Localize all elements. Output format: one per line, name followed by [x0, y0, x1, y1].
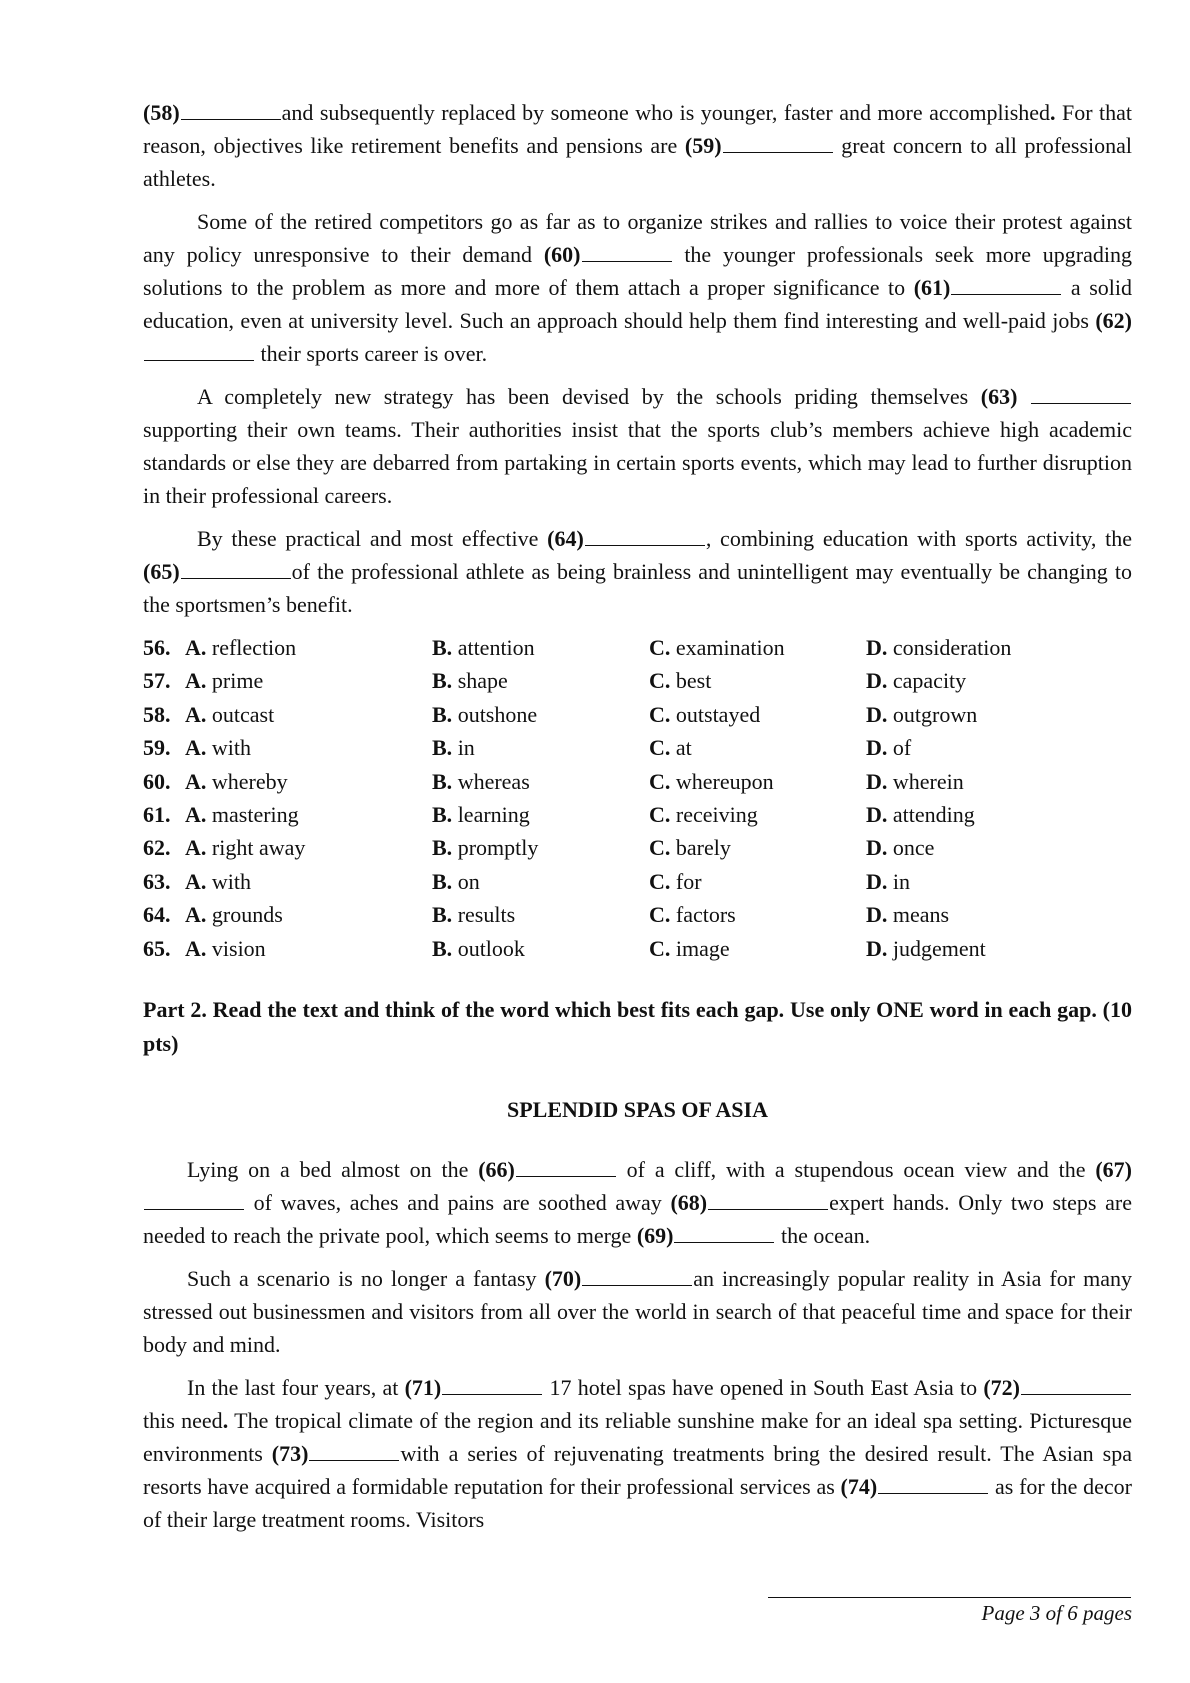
option-text: outgrown: [892, 701, 978, 727]
text: the ocean.: [775, 1223, 871, 1249]
option-a: [185, 865, 432, 898]
option-b: [432, 932, 649, 965]
question-number: 59.: [143, 735, 171, 761]
text: .: [1050, 100, 1056, 125]
question-number: 61.: [143, 802, 171, 828]
option-letter: C.: [649, 802, 671, 828]
gap-59: (59): [684, 133, 722, 158]
option-a: [185, 731, 432, 764]
option-d: [866, 898, 1106, 931]
question-number: 64.: [143, 902, 171, 928]
option-text: outshone: [457, 701, 538, 727]
option-letter: A.: [185, 668, 207, 694]
blank-72: [1021, 1393, 1131, 1395]
question-number: 57.: [143, 668, 171, 694]
option-text: judgement: [892, 935, 986, 961]
option-text: mastering: [211, 802, 299, 828]
option-text: whereby: [211, 768, 288, 794]
option-c: [649, 932, 866, 965]
paragraph-70: [143, 1262, 1132, 1361]
gap-73: (73): [271, 1441, 309, 1467]
blank-74: [878, 1492, 988, 1494]
question-number: 62.: [143, 835, 171, 861]
text: of waves, aches and pains are soothed away: [245, 1190, 671, 1216]
option-a: [185, 765, 432, 798]
option-text: with: [211, 868, 252, 894]
option-b: [432, 631, 649, 664]
blank-64: [585, 544, 705, 546]
text: Lying on a bed almost on the: [187, 1157, 479, 1183]
gap-71: (71): [404, 1375, 442, 1401]
text: .: [222, 1408, 229, 1434]
option-letter: B.: [432, 802, 453, 828]
gap-62: (62): [1095, 308, 1132, 333]
text: of the professional athlete as being brainless and unintelligent may eventually be changing to the sportsmen’s benefit.: [143, 559, 1132, 617]
option-c: [649, 898, 866, 931]
option-letter: C.: [649, 935, 671, 961]
option-letter: C.: [649, 735, 671, 761]
option-letter: D.: [866, 835, 888, 861]
option-a: [185, 831, 432, 864]
gap-74: (74): [840, 1474, 878, 1500]
option-letter: D.: [866, 802, 888, 828]
option-letter: B.: [432, 868, 453, 894]
option-c: [649, 698, 866, 731]
option-text: right away: [211, 835, 306, 861]
option-letter: C.: [649, 902, 671, 928]
text: great concern to all professional athletes.: [143, 133, 1132, 191]
text: an increasingly popular reality in Asia for many stressed out businessmen and visitors from all over the world in search of that peaceful time and space for their body and mind.: [143, 1266, 1132, 1358]
text: supporting their own teams. Their authorities insist that the sports club’s members achieve high academic standards or else they are debarred from partaking in certain sports events, which may lead to further disruption in their professional careers.: [143, 417, 1132, 508]
option-text: shape: [457, 668, 508, 694]
gap-63: (63): [980, 384, 1018, 409]
text: A completely new strategy has been devised by the schools priding themselves: [197, 384, 981, 409]
text: The tropical climate of the region and its reliable sunshine make for an ideal spa setting. Picturesque environments: [143, 1408, 1132, 1467]
blank-70: [582, 1284, 692, 1286]
options-table: [143, 631, 1106, 965]
text: this need: [143, 1408, 223, 1434]
option-b: [432, 865, 649, 898]
question-row: [143, 731, 1106, 764]
gap-65: (65): [143, 559, 180, 584]
option-a: [185, 664, 432, 697]
question-row: [143, 631, 1106, 664]
option-letter: B.: [432, 835, 453, 861]
option-text: grounds: [211, 902, 283, 928]
option-text: reflection: [211, 635, 297, 660]
option-letter: A.: [185, 835, 207, 861]
option-text: capacity: [892, 668, 967, 694]
text: 17 hotel spas have opened in South East Asia to: [543, 1375, 984, 1401]
question-row: [143, 798, 1106, 831]
option-d: [866, 664, 1106, 697]
option-text: factors: [675, 902, 736, 928]
gap-61: (61): [913, 275, 951, 300]
text: of a cliff, with a stupendous ocean view and the: [616, 1157, 1096, 1183]
gap-60: (60): [543, 242, 581, 267]
option-letter: C.: [649, 868, 671, 894]
option-letter: A.: [185, 735, 207, 761]
option-b: [432, 898, 649, 931]
gap-58: (58): [143, 100, 180, 125]
gap-70: (70): [544, 1266, 582, 1292]
option-letter: A.: [185, 935, 207, 961]
option-letter: D.: [866, 668, 888, 694]
gap-72: (72): [983, 1375, 1020, 1401]
option-letter: C.: [649, 768, 671, 794]
text: a solid education, even at university level. Such an approach should help them find interesting and well-paid jobs: [143, 275, 1132, 333]
option-letter: D.: [866, 735, 888, 761]
question-row: [143, 865, 1106, 898]
blank-73: [309, 1459, 399, 1461]
option-letter: A.: [185, 635, 207, 660]
blank-69: [674, 1241, 774, 1243]
question-row: [143, 765, 1106, 798]
option-text: once: [892, 835, 935, 861]
option-b: [432, 765, 649, 798]
option-text: outlook: [457, 935, 525, 961]
option-letter: A.: [185, 768, 207, 794]
text: By these practical and most effective: [197, 526, 548, 551]
blank-58: [181, 118, 281, 120]
option-b: [432, 831, 649, 864]
gap-66: (66): [478, 1157, 515, 1183]
paragraph-71-74: [143, 1371, 1132, 1536]
blank-71: [442, 1393, 542, 1395]
option-text: whereupon: [675, 768, 774, 794]
option-c: [649, 631, 866, 664]
paragraph-63: [143, 380, 1132, 512]
question-row: [143, 698, 1106, 731]
option-c: [649, 865, 866, 898]
option-d: [866, 798, 1106, 831]
text: Such a scenario is no longer a fantasy: [187, 1266, 545, 1292]
option-text: consideration: [892, 635, 1012, 660]
option-b: [432, 664, 649, 697]
option-text: barely: [675, 835, 731, 861]
option-text: receiving: [675, 802, 758, 828]
option-d: [866, 631, 1106, 664]
option-text: with: [211, 735, 252, 761]
text: the younger professionals seek more upgrading solutions to the problem as more and more of them attach a proper significance to: [143, 242, 1132, 300]
option-d: [866, 698, 1106, 731]
option-letter: B.: [432, 668, 453, 694]
text: Some of the retired competitors go as far as to organize strikes and rallies to voice their protest against any policy unresponsive to their demand: [143, 209, 1132, 267]
gap-69: (69): [636, 1223, 674, 1249]
blank-68: [708, 1208, 828, 1210]
option-text: wherein: [892, 768, 964, 794]
blank-62: [144, 359, 254, 361]
option-c: [649, 831, 866, 864]
option-text: on: [457, 868, 480, 894]
option-d: [866, 865, 1106, 898]
option-b: [432, 698, 649, 731]
option-text: examination: [675, 635, 785, 660]
option-text: outcast: [211, 701, 275, 727]
option-letter: A.: [185, 902, 207, 928]
option-b: [432, 798, 649, 831]
option-text: in: [457, 735, 475, 761]
option-c: [649, 798, 866, 831]
option-a: [185, 698, 432, 731]
option-text: at: [675, 735, 692, 761]
option-letter: D.: [866, 635, 888, 660]
option-d: [866, 831, 1106, 864]
option-a: [185, 631, 432, 664]
option-letter: B.: [432, 735, 453, 761]
option-text: for: [675, 868, 702, 894]
option-a: [185, 932, 432, 965]
option-letter: B.: [432, 701, 453, 727]
option-letter: B.: [432, 635, 453, 660]
question-row: [143, 664, 1106, 697]
option-letter: B.: [432, 768, 453, 794]
option-d: [866, 765, 1106, 798]
option-text: attending: [892, 802, 975, 828]
option-letter: C.: [649, 635, 671, 660]
footer-rule: [768, 1597, 1131, 1598]
blank-67: [144, 1208, 244, 1210]
option-letter: D.: [866, 768, 888, 794]
option-d: [866, 731, 1106, 764]
question-number: 60.: [143, 768, 171, 794]
option-d: [866, 932, 1106, 965]
paragraph-60-62: [143, 205, 1132, 370]
page-number: Page 3 of 6 pages: [981, 1601, 1132, 1625]
option-text: prime: [211, 668, 264, 694]
option-text: results: [457, 902, 516, 928]
part-2-heading: Part 2. Read the text and think of the word which best fits each gap. Use only ONE word in each gap. (10 pts): [143, 997, 1132, 1057]
blank-63: [1031, 402, 1131, 404]
blank-65: [181, 577, 291, 579]
option-text: means: [892, 902, 950, 928]
option-text: vision: [211, 935, 266, 961]
option-letter: D.: [866, 868, 888, 894]
text: , combining education with sports activity, the: [705, 526, 1132, 551]
option-letter: C.: [649, 668, 671, 694]
option-letter: C.: [649, 835, 671, 861]
gap-64: (64): [547, 526, 584, 551]
page-content: [143, 96, 1132, 1546]
option-letter: A.: [185, 802, 207, 828]
option-text: in: [892, 868, 911, 894]
options-body: [143, 631, 1106, 965]
paragraph-58-59: [143, 96, 1132, 195]
option-c: [649, 664, 866, 697]
text: their sports career is over.: [255, 341, 488, 366]
option-text: attention: [457, 635, 535, 660]
option-letter: D.: [866, 701, 888, 727]
option-text: of: [892, 735, 912, 761]
text: For that reason, objectives like retirement benefits and pensions are: [143, 100, 1132, 158]
question-number: 56.: [143, 635, 171, 660]
option-a: [185, 898, 432, 931]
gap-67: (67): [1095, 1157, 1132, 1183]
option-b: [432, 731, 649, 764]
option-text: whereas: [457, 768, 530, 794]
paragraph-66-69: [143, 1153, 1132, 1252]
blank-61: [951, 293, 1061, 295]
question-row: [143, 898, 1106, 931]
text: and subsequently replaced by someone who is younger, faster and more accomplished: [281, 100, 1051, 125]
text: with a series of rejuvenating treatments bring the desired result. The Asian spa resorts have acquired a formidable reputation for their professional services as: [143, 1441, 1132, 1500]
option-c: [649, 765, 866, 798]
option-a: [185, 798, 432, 831]
blank-60: [582, 260, 672, 262]
option-letter: A.: [185, 701, 207, 727]
paragraph-64-65: [143, 522, 1132, 621]
option-c: [649, 731, 866, 764]
option-letter: D.: [866, 902, 888, 928]
option-letter: D.: [866, 935, 888, 961]
option-letter: B.: [432, 902, 453, 928]
option-text: promptly: [457, 835, 539, 861]
passage-title: SPLENDID SPAS OF ASIA: [506, 1097, 768, 1123]
question-number: 58.: [143, 701, 171, 727]
question-number: 65.: [143, 935, 171, 961]
option-letter: C.: [649, 701, 671, 727]
option-text: outstayed: [675, 701, 761, 727]
option-text: best: [675, 668, 712, 694]
text: expert hands. Only two steps are needed to reach the private pool, which seems to merge: [143, 1190, 1132, 1249]
option-text: learning: [457, 802, 530, 828]
option-text: image: [675, 935, 730, 961]
blank-66: [516, 1175, 616, 1177]
question-number: 63.: [143, 868, 171, 894]
text: In the last four years, at: [187, 1375, 405, 1401]
option-letter: B.: [432, 935, 453, 961]
option-letter: A.: [185, 868, 207, 894]
gap-68: (68): [670, 1190, 708, 1216]
question-row: [143, 932, 1106, 965]
text: as for the decor of their large treatment rooms. Visitors: [143, 1474, 1132, 1533]
blank-59: [723, 151, 833, 153]
question-row: [143, 831, 1106, 864]
